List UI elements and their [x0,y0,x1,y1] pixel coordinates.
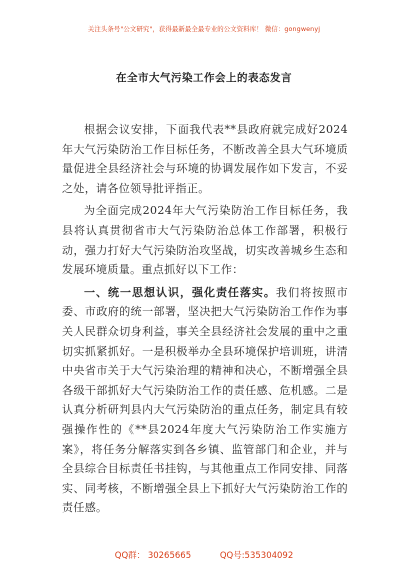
paragraph-section-one [62,283,348,518]
document-title: 在全市大气污染工作会上的表态发言 [116,72,292,84]
paragraph-goals-text: 为全面完成2024年大气污染防治工作目标任务，我县将认真贯彻省市大气污染防治总体工作部署，积极行动，强力打好大气污染防治攻坚战，切实改善城乡生态和发展环境质量。重点抓好以下工作： [62,204,348,277]
paragraph-goals [62,201,348,279]
document-body [62,120,348,521]
footer-qq-group: QQ群： 30265665 [114,551,192,561]
section-one-heading: 一、统一思想认识，强化责任落实。 [84,285,276,299]
header-note: 关注头条号"公文研究"，获得最新最全最专业的公文资料库！ 微信：gongwenyj [87,25,321,33]
footer-contact [0,549,408,561]
paragraph-intro-text: 根据会议安排，下面我代表**县政府就完成好2024年大气污染防治工作目标任务，不断改善全县大气环境质量促进全县经济社会与环境的协调发展作如下发言，不妥之处，请各位领导批评指正。 [62,123,348,195]
footer-qq-number: QQ号:535304092 [219,551,294,561]
section-one-text: 我们将按照市委、市政府的统一部署，坚决把大气污染防治工作作为事关人民群众切身利益，事关全县经济社会发展的重中之重切实抓紧抓好。一是积极举办全县环境保护培训班，讲清中央省市关于大气污染治理的精神和决心，不断增强全县各级干部抓好大气污染防治工作的责任感、危机感。二是认真分析研判县内大气污染防治的重点任务，制定具有较强操作性的《**县2024年度大气污染防治工作实施方案》，将任务分解落实到各乡镇、监管部门和企业，并与全县综合目标责任书挂钩，与其他重点工作同安排、同落实、同考核，不断增强全县上下抓好大气污染防治工作的责任感。 [62,285,348,515]
paragraph-intro [62,120,348,198]
